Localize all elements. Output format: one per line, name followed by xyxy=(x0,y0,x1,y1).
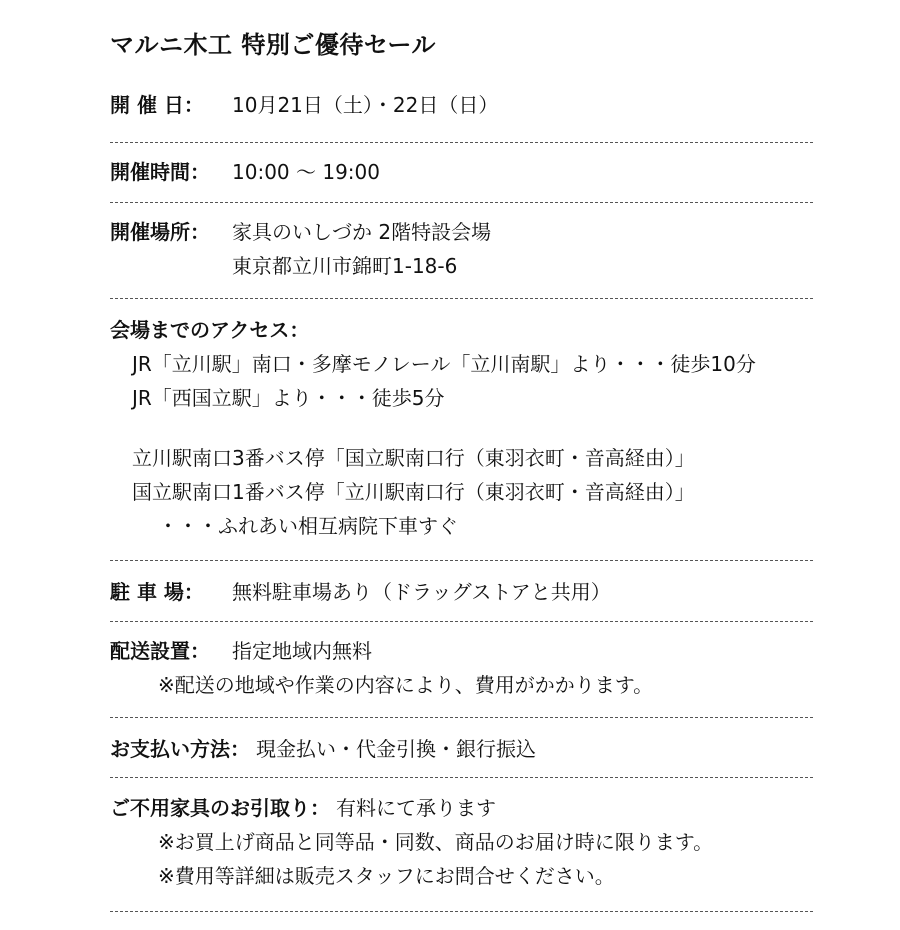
time-label: 開催時間： xyxy=(110,160,210,184)
delivery-label: 配送設置： xyxy=(110,639,210,663)
payment-section xyxy=(110,718,813,778)
pickup-section xyxy=(110,778,813,912)
parking-section xyxy=(110,561,813,622)
date-label: 開 催 日： xyxy=(110,93,204,117)
delivery-section xyxy=(110,622,813,718)
time-section xyxy=(110,143,813,203)
pickup-value: 有料にて承ります xyxy=(336,796,496,820)
access-line: JR「立川駅」南口・多摩モノレール「立川南駅」より・・・徒歩10分 xyxy=(132,352,756,376)
access-row xyxy=(110,313,813,347)
date-row xyxy=(110,88,813,122)
bus-line: 立川駅南口3番バス停「国立駅南口行（東羽衣町・音高経由）」 xyxy=(132,446,695,470)
access-section xyxy=(110,299,813,561)
payment-value: 現金払い・代金引換・銀行振込 xyxy=(256,737,536,761)
parking-value: 無料駐車場あり（ドラッグストアと共用） xyxy=(232,580,611,604)
delivery-row xyxy=(110,634,813,668)
parking-label: 駐 車 場： xyxy=(110,580,204,604)
venue-address: 東京都立川市錦町1-18-6 xyxy=(232,254,458,278)
parking-row xyxy=(110,575,813,609)
payment-label: お支払い方法： xyxy=(110,737,250,761)
pickup-row xyxy=(110,791,813,825)
pickup-label: ご不用家具のお引取り： xyxy=(110,796,330,820)
delivery-value: 指定地域内無料 xyxy=(232,639,372,663)
access-line: JR「西国立駅」より・・・徒歩5分 xyxy=(132,386,445,410)
sale-info-sheet xyxy=(110,20,813,912)
venue-row xyxy=(110,215,813,249)
payment-row xyxy=(110,732,813,766)
pickup-note: ※お買上げ商品と同等品・同数、商品のお届け時に限ります。 xyxy=(158,830,714,854)
bus-line: 国立駅南口1番バス停「立川駅南口行（東羽衣町・音高経由）」 xyxy=(132,480,695,504)
pickup-note: ※費用等詳細は販売スタッフにお問合せください。 xyxy=(158,864,615,888)
venue-value: 家具のいしづか 2階特設会場 xyxy=(232,220,492,244)
access-label: 会場までのアクセス： xyxy=(110,318,310,342)
bus-note: ・・・ふれあい相互病院下車すぐ xyxy=(158,514,458,538)
page-title: マルニ木工 特別ご優待セール xyxy=(110,31,436,59)
date-value: 10月21日（土）・22日（日） xyxy=(232,93,499,117)
delivery-note: ※配送の地域や作業の内容により、費用がかかります。 xyxy=(158,673,654,697)
venue-section xyxy=(110,203,813,299)
date-section xyxy=(110,88,813,143)
time-row xyxy=(110,155,813,189)
time-value: 10:00 〜 19:00 xyxy=(232,160,380,184)
venue-label: 開催場所： xyxy=(110,220,210,244)
